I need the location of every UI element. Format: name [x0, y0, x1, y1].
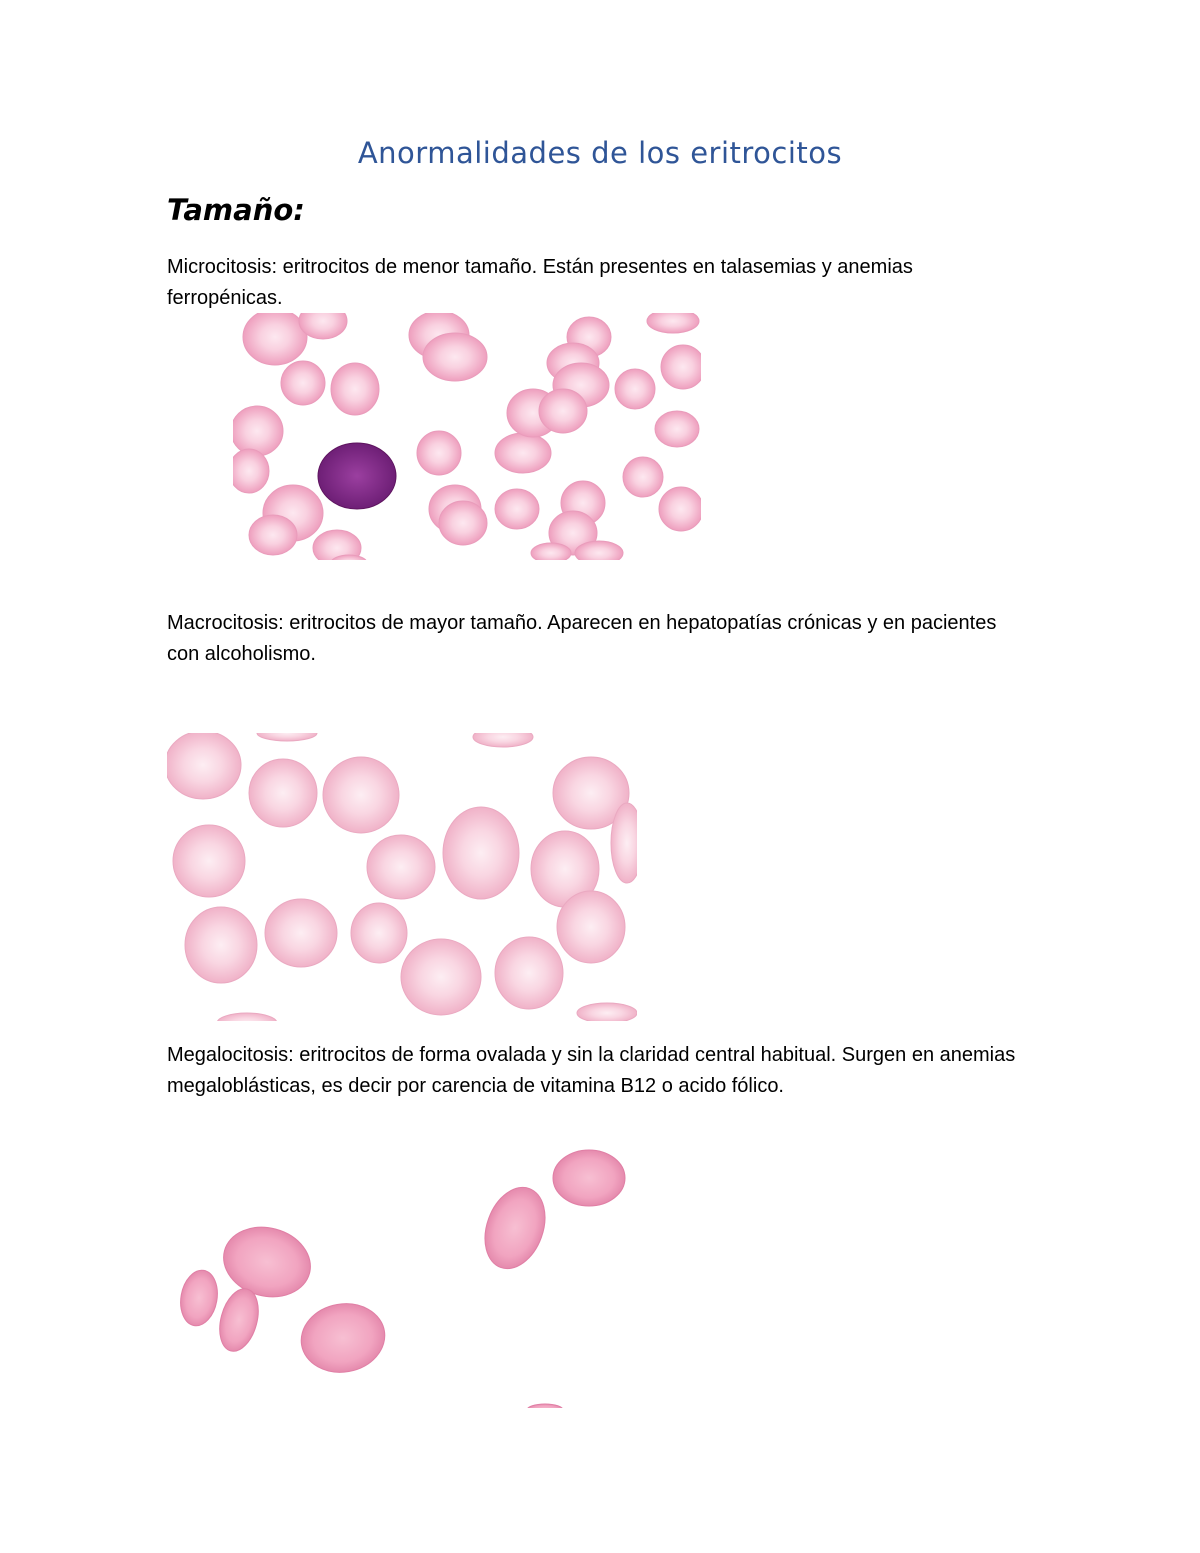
megalocytosis-description: eritrocitos de forma ovalada y sin la claridad central habitual. Surgen en anemias megaloblásticas, es decir por carencia de vitamina B12 o acido fólico. — [167, 1044, 1016, 1097]
microcytosis-description: eritrocitos de menor tamaño. Están presentes en talasemias y anemias ferropénicas. — [167, 256, 913, 309]
section-heading: Tamaño: — [167, 193, 305, 227]
microcytosis-paragraph — [167, 252, 1017, 314]
megalocytosis-paragraph — [167, 1040, 1017, 1102]
macrocytosis-paragraph — [167, 608, 1017, 670]
macrocytosis-term: Macrocitosis: — [167, 612, 284, 634]
microcytosis-term: Microcitosis: — [167, 256, 278, 278]
microcytosis-image — [233, 313, 701, 560]
macrocytosis-image — [167, 733, 637, 1021]
megalocytosis-image — [167, 1118, 637, 1408]
document-title: Anormalidades de los eritrocitos — [357, 136, 843, 170]
macrocytosis-description: eritrocitos de mayor tamaño. Aparecen en hepatopatías crónicas y en pacientes con alcoholismo. — [167, 612, 997, 665]
megalocytosis-term: Megalocitosis: — [167, 1044, 294, 1066]
